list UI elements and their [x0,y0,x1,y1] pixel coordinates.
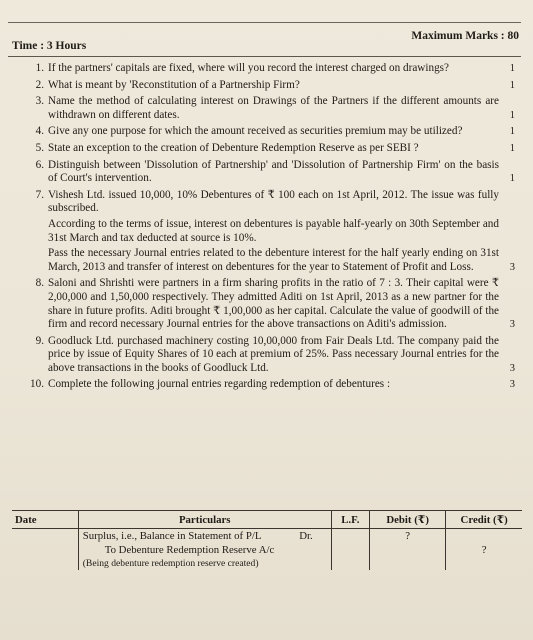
date-cell [12,557,78,570]
question-item [14,277,515,331]
lf-cell [331,543,369,557]
question-item [14,378,515,392]
question-item [14,95,515,122]
question-number: 1. [35,62,44,74]
question-marks: 3 [509,379,515,391]
journal-header-row [12,511,522,529]
question-marks: 1 [509,63,515,74]
question-item [14,79,515,93]
question-text: Vishesh Ltd. issued 10,000, 10% Debentures of ₹ 100 each on 1st April, 2012. The issue was fully subscribed. [48,188,499,215]
header-date: Date [12,511,78,529]
question-marks: 1 [509,109,515,121]
question-number: 3. [35,95,44,108]
question-number: 9. [35,334,44,347]
question-number: 4. [35,125,44,138]
journal-row [12,557,522,570]
question-marks: 3 [509,319,515,331]
debit-cell [369,557,445,570]
question-text: State an exception to the creation of Debenture Redemption Reserve as per SEBI ? [48,141,419,154]
question-text: Saloni and Shrishti were partners in a firm sharing profits in the ratio of 7 : 3. Their capital were ₹ 2,00,000 and 1,50,000 respectively. They admitted Aditi on 1st April, 2013 as a new partner for the share in future profits. Aditi brought ₹ 1,00,000 as her capital. Calculate the value of goodwill of the firm and record necessary Journal entries for the above transactions on Aditi's admission. [48,277,499,331]
question-item [14,125,515,139]
question-item [14,335,515,376]
credit-cell [446,529,522,544]
credit-cell [446,557,522,570]
max-marks-label: Maximum Marks : 80 [411,30,519,42]
entry-credit-account: To Debenture Redemption Reserve A/c [78,543,331,557]
time-label: Time : 3 Hours [12,40,87,52]
question-marks: 1 [509,126,515,138]
question-item [14,189,515,275]
question-text: Pass the necessary Journal entries related to the debenture interest for the half yearly ending on 31st March, 2013 and transfer of interest on debentures for the year to Statement of Profit and Loss. [48,247,499,273]
question-number: 2. [35,78,44,91]
question-marks: 1 [509,142,515,154]
question-text: What is meant by 'Reconstitution of a Partnership Firm? [48,78,300,91]
question-text: Distinguish between 'Dissolution of Partnership' and 'Dissolution of Partnership Firm' on the basis of Court's intervention. [48,158,499,185]
debit-cell [369,543,445,557]
question-marks: 3 [509,362,515,374]
question-text: According to the terms of issue, interest on debentures is payable half-yearly on 30th September and 31st March and tax deducted at source is 10%. [48,217,499,244]
journal-table [12,510,522,570]
question-marks: 3 [509,261,515,273]
date-cell [12,543,78,557]
question-marks: 1 [509,173,515,185]
header-rule [8,56,521,57]
particulars-cell [78,529,331,544]
exam-header [12,28,519,50]
question-text: Complete the following journal entries regarding redemption of debentures : [48,378,391,391]
question-number: 6. [35,158,44,171]
header-credit: Credit (₹) [446,511,522,529]
journal-row [12,543,522,557]
credit-amount: ? [446,543,522,557]
entry-debit-account: Surplus, i.e., Balance in Statement of P/L [82,530,262,542]
question-marks: 1 [509,79,515,91]
question-number: 8. [35,277,44,290]
header-particulars: Particulars [78,511,331,529]
journal-row [12,529,522,544]
top-rule [8,22,521,23]
lf-cell [331,557,369,570]
question-text: If the partners' capitals are fixed, where will you record the interest charged on drawings? [48,62,449,74]
debit-amount: ? [369,529,445,544]
entry-narration: (Being debenture redemption reserve created) [78,557,331,570]
lf-cell [331,529,369,544]
header-debit: Debit (₹) [369,511,445,529]
question-item [14,159,515,186]
question-text: Name the method of calculating interest on Drawings of the Partners if the different amounts are withdrawn on different dates. [48,95,499,121]
question-text: Goodluck Ltd. purchased machinery costing 10,00,000 from Fair Deals Ltd. The company paid the price by issue of Equity Shares of 10 each at premium of 25%. Pass necessary Journal entries for the above transactions in the books of Goodluck Ltd. [48,334,499,374]
question-number: 10. [30,378,44,391]
question-text: Give any one purpose for which the amount received as securities premium may be utilized? [48,125,463,138]
date-cell [12,529,78,544]
question-number: 5. [35,141,44,154]
header-lf: L.F. [331,511,369,529]
question-list [14,62,515,395]
dr-label: Dr. [299,530,313,542]
question-item [14,142,515,156]
question-item [14,62,515,76]
question-number: 7. [35,188,44,201]
